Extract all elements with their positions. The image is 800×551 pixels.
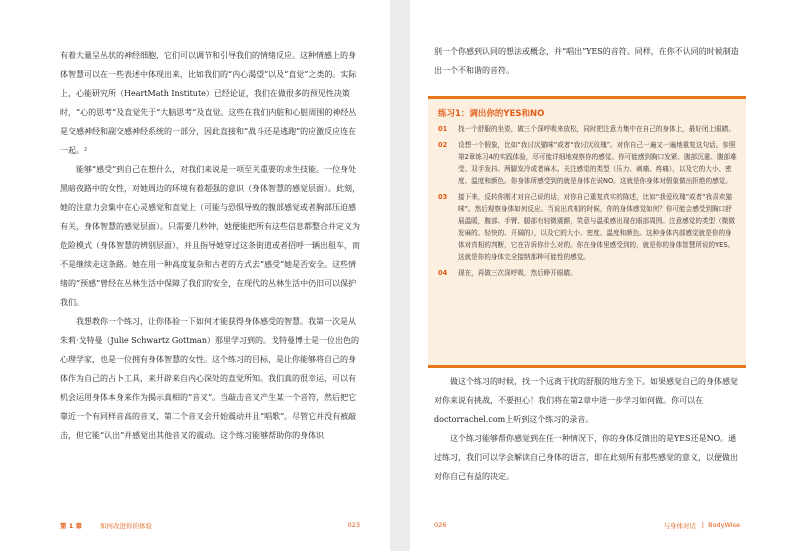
exercise-title: 练习1：调出你的YES和NO: [438, 109, 545, 119]
right-paragraph-2: 做这个练习的时候，找一个远离干扰的舒服的地方坐下。如果感觉自己的身体感觉对你来说有挑战，不要担心！我们将在第2章中进一步学习如何做。你可以在doctorrachel.com上听到这个练习的录音。: [434, 377, 738, 424]
left-paragraph-1: 有着大量呈丛状的神经细胞，它们可以调节和引导我们的情绪反应。这种情感上的身体智慧可以在一些表述中体现出来，比如我们的“内心渴望”以及“直觉”之类的。实际上，心能研究所（HeartMath Institute）已经论证，我们在做很多的预见性决策时，“心的思考”及直觉先于“大脑思考”及直觉。这些在我们内脏和心脏周围的神经丛是交感神经和副交感神经系统的一部分，因此直接和“战斗还是逃跑”的应激反应连在一起。²: [60, 51, 357, 155]
footer-book-title: 与身体对话: [663, 522, 696, 530]
step-text: 设想一个假象，比如“我讨厌猫咪”或者“我讨厌玫瑰”。对你自己一遍又一遍地重复这句话。参照第2章练习4的实践体验，尽可能详细地观察你的感觉。你可能感到胸口发紧、腹部沉重、腹部难受、双手发抖、两脚发冷或者麻木。关注感觉的类型（压力、刺痛、疼痛），以及它的大小、密度、温度和颜色。你身体所感受到的就是身体在说NO。这就是你身体对假象做出拒绝的感觉。: [458, 141, 737, 185]
right-paragraph-1: 别一个你感到认同的想法或概念，并“唱出”YES的音符。同样，在你不认同的时候制造出一个不和谐的音符。: [434, 47, 739, 75]
footer-chapter-title: 如何改进你的体验: [100, 522, 152, 530]
exercise-step: [438, 267, 738, 279]
footer-book-title-en: BodyWise: [708, 521, 740, 529]
right-page: [410, 0, 800, 551]
right-body-text-bottom: [434, 372, 740, 486]
left-page: [0, 0, 390, 551]
step-number: 02: [438, 141, 448, 149]
exercise-step: [438, 191, 738, 263]
footer-divider: |: [701, 521, 704, 529]
right-body-text-top: [434, 42, 740, 80]
right-page-number: 026: [434, 521, 447, 529]
exercise-step: [438, 123, 738, 135]
footer-chapter: 第 1 章: [60, 522, 83, 530]
step-text: 接下来，反转你刚才对自己说的话，对你自己重复真实的陈述，比如“我爱玫瑰”或者“我喜欢猫咪”。然后观察身体如何反应。当说出真相的时候，你的身体感觉如何？你可能会感受到胸口舒展温暖，腹部、手臂、腿部有轻微震颤，笑意与温柔感出现在眼部周围。注意感觉的类型（微微发麻的、轻快的、开阔的），以及它的大小、密度、温度和颜色。这种身体内部感觉就是你的身体对真相的判断，它在告诉你什么对的。你在身体里感受到的，就是你的身体智慧所说的YES。这就是你的身体完全接纳那种可能性的感觉。: [458, 193, 735, 261]
step-number: 01: [438, 125, 448, 133]
left-paragraph-3: 我想教你一个练习，让你体验一下如何才能获得身体感受的智慧。我第一次是从朱莉·戈特曼（Julie Schwartz Gottman）那里学习到的。戈特曼博士是一位出色的心理学家，也是一位拥有身体智慧的女性。这个练习的目标，是让你能够将自己的身体作为自己的占卜工具，来开辟来自内心深处的直觉所知。我们真的很幸运，可以有机会运用身体本身来作为揭示真相的“音叉”。当敲击音叉产生某一个音符，然后把它靠近一个有同样音高的音叉，第二个音叉会开始震动并且“唱歌”。尽管它并没有被敲击，但它能“认出”并感觉出其他音叉的震动。这个练习能够帮助你的身体识: [60, 317, 359, 440]
right-paragraph-3: 这个练习能够帮你感觉到在任一种情况下，你的身体反馈出的是YES还是NO。通过练习，我们可以学会解读自己身体的语言，即在此刻所有那些感觉的意义，以便做出对你自己有益的决定。: [434, 434, 738, 481]
exercise-box: [428, 96, 746, 368]
step-number: 03: [438, 193, 448, 201]
step-text: 现在，再做三次深呼吸，然后睁开眼睛。: [458, 269, 577, 277]
left-page-number: 023: [347, 521, 360, 529]
exercise-steps: [438, 123, 738, 283]
step-number: 04: [438, 269, 448, 277]
left-paragraph-2: 能够“感受”到自己在想什么，对我们来说是一项至关重要的求生技能。一位身处黑暗夜路中的女性，对她周边的环境有着超强的意识（身体智慧的感觉层面）。此刻，她的注意力会集中在心灵感觉和直觉上（可能与恐惧导致的腹部感觉或者胸部压迫感有关，身体智慧的感觉层面）。只需要几秒钟，她便能把所有这些信息都整合并定义为危险模式（身体智慧的辨别层面），并且指导她穿过这条街道或者招呼一辆出租车，而不是继续走这条路。她在用一种高度复杂和古老的方式去“感受”她是否安全。这些情绪的“预感”曾经在丛林生活中保障了我们的安全，在现代的丛林生活中仍旧可以保护我们。: [60, 165, 360, 307]
page-gutter: [390, 0, 410, 551]
left-body-text: [60, 46, 360, 445]
exercise-step: [438, 139, 738, 187]
step-text: 找一个舒服的坐姿，做三个深呼吸来放松，同时把注意力集中在自己的身体上，最好闭上眼睛。: [458, 125, 735, 133]
